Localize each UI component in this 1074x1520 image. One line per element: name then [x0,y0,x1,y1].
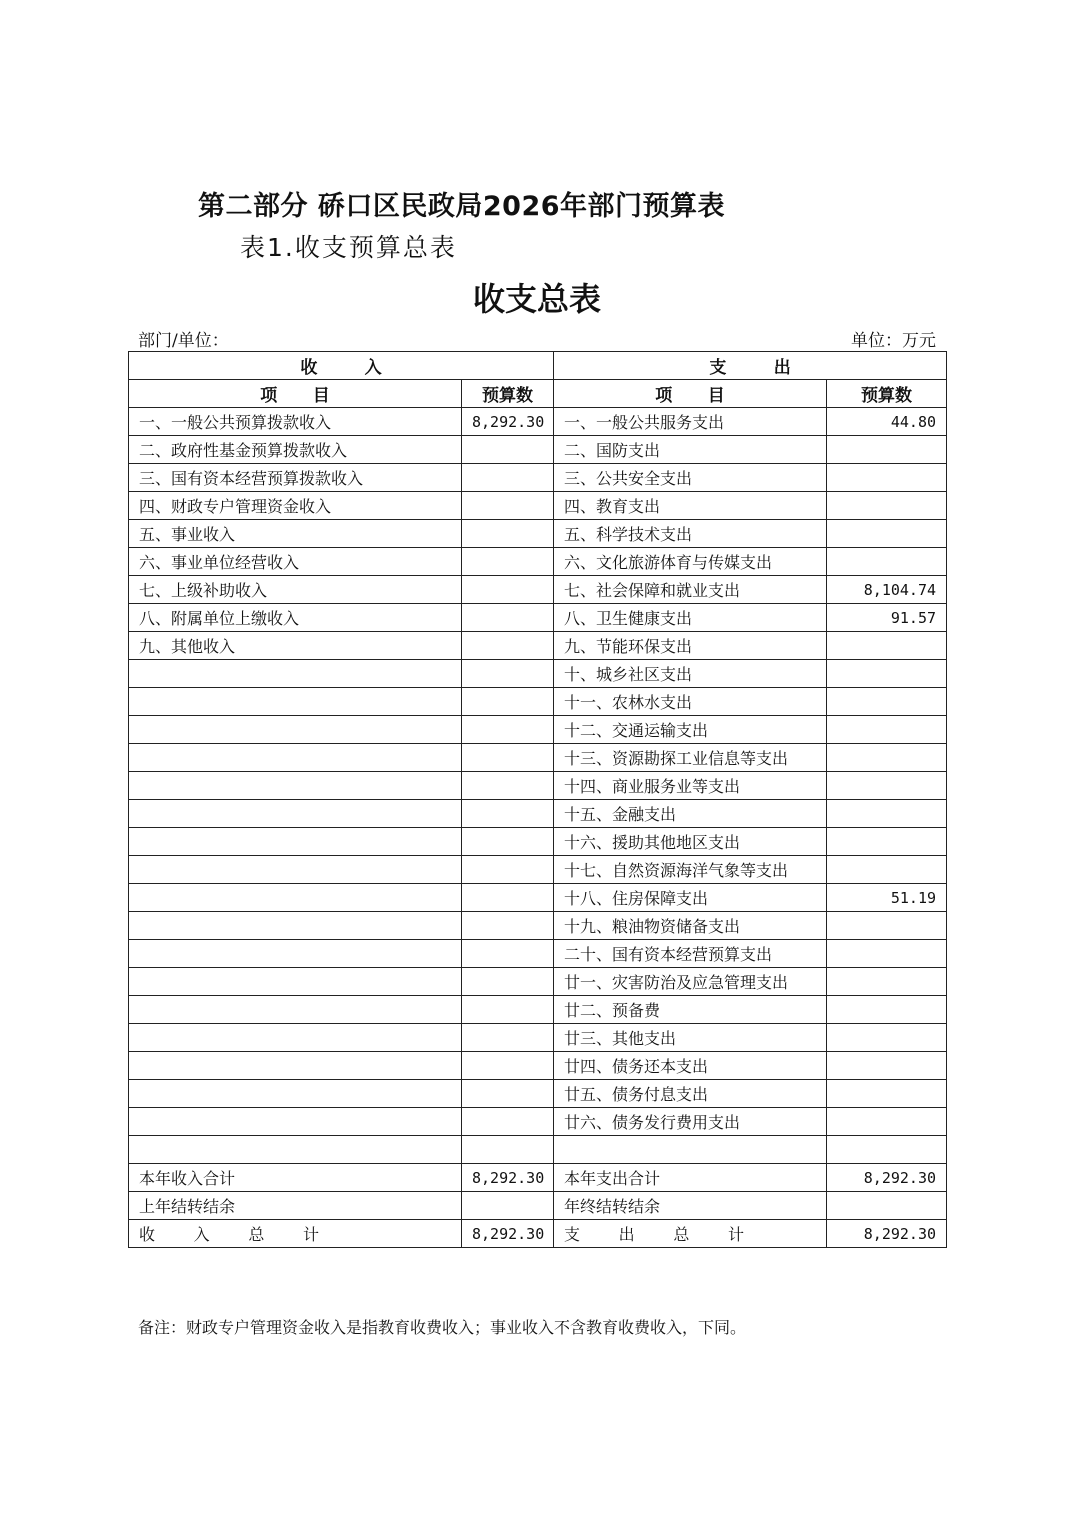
expense-amount-cell [827,856,947,884]
expense-group-header: 支 出 [554,352,947,380]
expense-item-cell: 十二、交通运输支出 [554,716,827,744]
expense-amount-cell [827,828,947,856]
expense-item-cell: 六、文化旅游体育与传媒支出 [554,548,827,576]
income-item-cell [129,744,462,772]
expense-item-cell: 廿六、债务发行费用支出 [554,1108,827,1136]
income-item-cell [129,884,462,912]
expense-amount-cell [827,436,947,464]
expense-amount-cell: 51.19 [827,884,947,912]
expense-item-cell: 十九、粮油物资储备支出 [554,912,827,940]
expense-total-label-char: 计 [727,1225,744,1244]
unit-label: 单位：万元 [851,331,936,351]
expense-total-label-char: 出 [618,1225,635,1244]
income-total-label-char: 总 [248,1225,265,1244]
main-title: 收支总表 [472,280,601,318]
expense-amount-cell [827,1192,947,1220]
expense-total-label-char: 支 [564,1225,581,1244]
expense-amount-cell [827,744,947,772]
table-row [129,436,947,464]
income-amount-cell [462,436,554,464]
column-header-row [129,380,947,408]
table-row [129,716,947,744]
income-amount-cell [462,1192,554,1220]
income-item-cell [129,688,462,716]
income-item-cell: 六、事业单位经营收入 [129,548,462,576]
income-item-cell: 一、一般公共预算拨款收入 [129,408,462,436]
expense-item-cell: 二、国防支出 [554,436,827,464]
expense-amount-cell [827,1080,947,1108]
income-amount-cell [462,1108,554,1136]
budget-table [128,351,947,1248]
expense-amount-cell: 8,104.74 [827,576,947,604]
income-amount-cell [462,660,554,688]
income-item-cell [129,800,462,828]
income-amount-cell [462,1080,554,1108]
expense-item-cell: 廿三、其他支出 [554,1024,827,1052]
income-amount-cell [462,996,554,1024]
expense-amount-cell [827,968,947,996]
expense-total-label-char: 总 [673,1225,690,1244]
table-row [129,464,947,492]
income-item-cell [129,856,462,884]
table-row [129,492,947,520]
income-item-cell [129,716,462,744]
income-item-cell [129,940,462,968]
income-item-header: 项 目 [129,380,462,408]
dept-label: 部门/单位： [138,331,229,351]
income-amount-cell [462,520,554,548]
table-row [129,800,947,828]
table-row [129,772,947,800]
income-item-cell: 九、其他收入 [129,632,462,660]
income-total-label-char: 入 [193,1225,210,1244]
expense-item-cell: 廿四、债务还本支出 [554,1052,827,1080]
income-amount-cell [462,912,554,940]
expense-item-cell: 本年支出合计 [554,1164,827,1192]
expense-item-cell: 廿五、债务付息支出 [554,1080,827,1108]
income-item-cell [129,1080,462,1108]
expense-amount-cell [827,660,947,688]
income-total-label [129,1220,462,1248]
income-item-cell: 五、事业收入 [129,520,462,548]
table-row [129,1164,947,1192]
table-row [129,632,947,660]
income-item-cell: 四、财政专户管理资金收入 [129,492,462,520]
footnote: 备注：财政专户管理资金收入是指教育收费收入；事业收入不含教育收费收入，下同。 [138,1318,747,1337]
table-title: 表1.收支预算总表 [240,233,457,262]
income-item-cell: 二、政府性基金预算拨款收入 [129,436,462,464]
income-amount-cell: 8,292.30 [462,1164,554,1192]
income-amount-cell [462,940,554,968]
income-amount-cell [462,968,554,996]
expense-amount-cell [827,688,947,716]
expense-item-cell: 十六、援助其他地区支出 [554,828,827,856]
table-row [129,968,947,996]
expense-item-header: 项 目 [554,380,827,408]
expense-item-cell: 十七、自然资源海洋气象等支出 [554,856,827,884]
table-row [129,660,947,688]
part-title: 第二部分 硚口区民政局2026年部门预算表 [198,191,726,222]
expense-item-cell [554,1136,827,1164]
table-row [129,1136,947,1164]
expense-amount-cell [827,548,947,576]
income-total-label-char: 收 [139,1225,156,1244]
table-row [129,912,947,940]
table-row [129,604,947,632]
table-row [129,1052,947,1080]
expense-item-cell: 十五、金融支出 [554,800,827,828]
table-row [129,520,947,548]
income-amount-cell [462,1136,554,1164]
table-row [129,1192,947,1220]
table-row [129,856,947,884]
expense-amount-cell [827,1052,947,1080]
expense-amount-cell: 91.57 [827,604,947,632]
expense-total-label [554,1220,827,1248]
table-row [129,996,947,1024]
income-amount-cell [462,828,554,856]
table-row [129,548,947,576]
income-amount-header: 预算数 [462,380,554,408]
income-amount-cell [462,492,554,520]
expense-item-cell: 十四、商业服务业等支出 [554,772,827,800]
income-amount-cell: 8,292.30 [462,408,554,436]
expense-amount-cell [827,940,947,968]
income-item-cell: 上年结转结余 [129,1192,462,1220]
expense-amount-cell [827,996,947,1024]
expense-item-cell: 三、公共安全支出 [554,464,827,492]
income-item-cell [129,660,462,688]
income-item-cell: 七、上级补助收入 [129,576,462,604]
income-group-header: 收 入 [129,352,554,380]
income-item-cell: 本年收入合计 [129,1164,462,1192]
expense-amount-cell [827,716,947,744]
table-row [129,1108,947,1136]
income-item-cell [129,1108,462,1136]
expense-amount-cell [827,492,947,520]
expense-item-cell: 八、卫生健康支出 [554,604,827,632]
expense-item-cell: 五、科学技术支出 [554,520,827,548]
table-row [129,940,947,968]
income-amount-cell [462,464,554,492]
income-total-label-char: 计 [302,1225,319,1244]
table-row [129,744,947,772]
income-item-cell [129,996,462,1024]
table-row [129,828,947,856]
income-amount-cell [462,884,554,912]
income-amount-cell [462,576,554,604]
expense-amount-cell [827,1136,947,1164]
expense-amount-cell [827,912,947,940]
income-amount-cell [462,604,554,632]
expense-amount-cell [827,800,947,828]
income-item-cell [129,1136,462,1164]
income-amount-cell [462,688,554,716]
income-item-cell: 三、国有资本经营预算拨款收入 [129,464,462,492]
expense-item-cell: 九、节能环保支出 [554,632,827,660]
table-row [129,884,947,912]
income-item-cell [129,828,462,856]
expense-amount-header: 预算数 [827,380,947,408]
expense-item-cell: 十八、住房保障支出 [554,884,827,912]
expense-item-cell: 一、一般公共服务支出 [554,408,827,436]
expense-total-amount: 8,292.30 [827,1220,947,1248]
expense-amount-cell [827,772,947,800]
expense-item-cell: 十三、资源勘探工业信息等支出 [554,744,827,772]
income-amount-cell [462,716,554,744]
group-header-row [129,352,947,380]
income-amount-cell [462,632,554,660]
table-row [129,688,947,716]
expense-item-cell: 四、教育支出 [554,492,827,520]
table-row [129,1080,947,1108]
income-amount-cell [462,1024,554,1052]
income-item-cell [129,912,462,940]
income-item-cell [129,1024,462,1052]
income-amount-cell [462,772,554,800]
expense-amount-cell [827,1108,947,1136]
expense-amount-cell [827,520,947,548]
income-amount-cell [462,800,554,828]
expense-amount-cell [827,1024,947,1052]
expense-item-cell: 七、社会保障和就业支出 [554,576,827,604]
expense-amount-cell: 8,292.30 [827,1164,947,1192]
expense-amount-cell [827,464,947,492]
expense-item-cell: 廿一、灾害防治及应急管理支出 [554,968,827,996]
grand-total-row [129,1220,947,1248]
income-total-amount: 8,292.30 [462,1220,554,1248]
income-item-cell [129,1052,462,1080]
income-item-cell [129,772,462,800]
income-item-cell [129,968,462,996]
expense-item-cell: 年终结转结余 [554,1192,827,1220]
table-row [129,1024,947,1052]
income-item-cell: 八、附属单位上缴收入 [129,604,462,632]
income-amount-cell [462,744,554,772]
expense-amount-cell: 44.80 [827,408,947,436]
expense-item-cell: 廿二、预备费 [554,996,827,1024]
expense-amount-cell [827,632,947,660]
expense-item-cell: 十、城乡社区支出 [554,660,827,688]
income-amount-cell [462,1052,554,1080]
expense-item-cell: 十一、农林水支出 [554,688,827,716]
income-amount-cell [462,856,554,884]
table-row [129,408,947,436]
income-amount-cell [462,548,554,576]
table-row [129,576,947,604]
expense-item-cell: 二十、国有资本经营预算支出 [554,940,827,968]
